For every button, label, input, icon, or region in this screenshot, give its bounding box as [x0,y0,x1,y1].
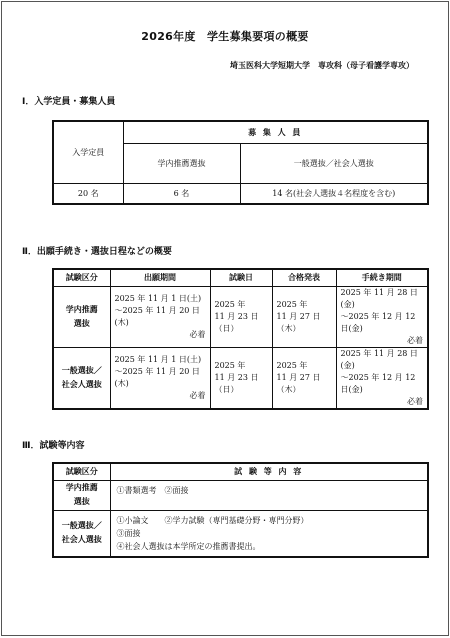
header-result-date: 合格発表 [272,269,336,286]
internal-value: 6 名 [123,183,240,204]
header-exam-date: 試験日 [210,269,272,286]
table-row [53,480,428,510]
table-row [53,510,428,557]
procedure-period-cell: 2025 年 11 月 28 日(金) ～2025 年 12 月 12 日(金) 必着 [336,347,428,409]
category-cell: 学内推薦 選抜 [53,480,110,510]
table-row [53,286,428,347]
header-enrollment: 入学定員 [53,121,123,183]
section-heading-exam-content: Ⅲ．試験等内容 [22,441,85,451]
result-date-cell: 2025 年 11 月 27 日（木） [272,286,336,347]
exam-date-cell: 2025 年 11 月 23 日（日） [210,286,272,347]
exam-content-cell: ①書類選考 ②面接 [110,480,428,510]
header-general-selection: 一般選抜／社会人選抜 [240,143,428,183]
general-value: 14 名(社会人選抜４名程度を含む) [240,183,428,204]
header-procedure-period: 手続き期間 [336,269,428,286]
section-heading-capacity: Ⅰ．入学定員・募集人員 [22,97,116,107]
exam-date-cell: 2025 年 11 月 23 日（日） [210,347,272,409]
exam-content-table [52,462,429,558]
category-cell: 一般選抜／ 社会人選抜 [53,510,110,557]
header-application-period: 出願期間 [110,269,210,286]
table-row [53,347,428,409]
document-page [1,1,449,636]
application-period-cell: 2025 年 11 月 1 日(土) ～2025 年 11 月 20 日(木) 必着 [110,286,210,347]
procedure-period-cell: 2025 年 11 月 28 日(金) ～2025 年 12 月 12 日(金) 必着 [336,286,428,347]
header-category: 試験区分 [53,463,110,480]
application-period-cell: 2025 年 11 月 1 日(土) ～2025 年 11 月 20 日(木) 必着 [110,347,210,409]
header-exam-content: 試 験 等 内 容 [110,463,428,480]
section-heading-schedule: Ⅱ．出願手続き・選抜日程などの概要 [22,247,172,257]
category-cell: 学内推薦 選抜 [53,286,110,347]
page-title: 2026年度 学生募集要項の概要 [141,30,309,43]
enrollment-value: 20 名 [53,183,123,204]
category-cell: 一般選抜／ 社会人選抜 [53,347,110,409]
exam-content-cell: ①小論文 ②学力試験（専門基礎分野・専門分野） ③面接 ④社会人選抜は本学所定の推薦書提出。 [110,510,428,557]
header-category: 試験区分 [53,269,110,286]
header-internal-selection: 学内推薦選抜 [123,143,240,183]
schedule-table [52,268,429,410]
header-recruit: 募 集 人 員 [123,121,428,143]
capacity-table [52,120,429,205]
result-date-cell: 2025 年 11 月 27 日（木） [272,347,336,409]
institution-name: 埼玉医科大学短期大学 専攻科（母子看護学専攻） [230,61,414,70]
